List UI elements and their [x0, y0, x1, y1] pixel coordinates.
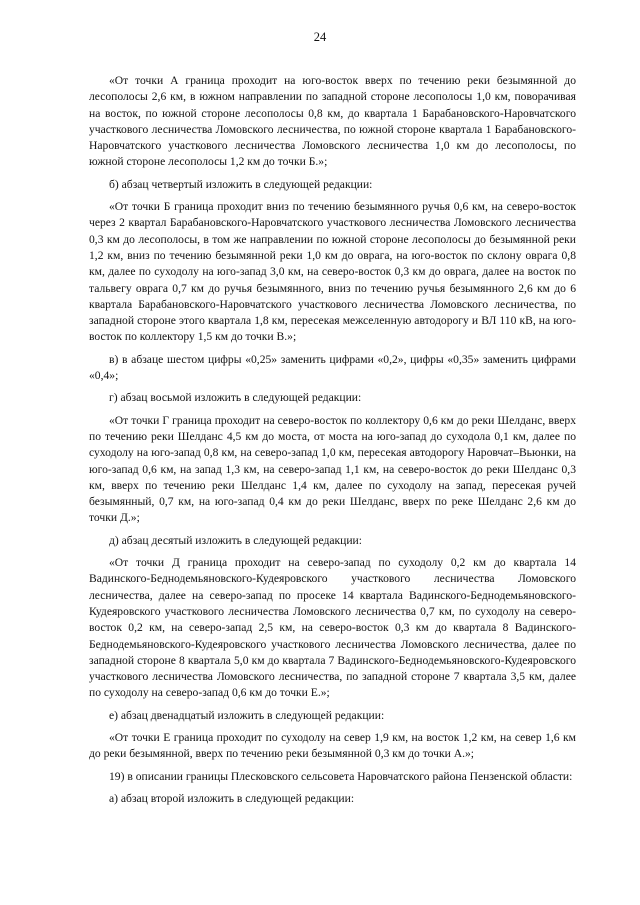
paragraph-quote-point-b: «От точки Б граница проходит вниз по течению безымянного ручья 0,6 км, на северо-восток через 2 квартал Барабановского-Наровчатского участкового лесничества Ломовского лесничества 0,3 км до лесополосы, в том же направлении по южной стороне лесополосы до безымянной реки 1,2 км, вниз по течению безымянной реки 1,0 км до оврага, на юго-восток по склону оврага 0,8 км, далее по суходолу на юго-запад 3,0 км, на северо-восток 0,3 км до оврага, далее на восток по тальвегу оврага 0,7 км до ручья безымянного, вниз по течению ручья безымянного 2,6 км до 6 квартала Барабановского-Наровчатского участкового лесничества Ломовского лесничества, по западной стороне этого квартала 1,8 км, пересекая межселенную автодорогу и ВЛ 110 кВ, на юго-восток по коллектору 1,5 км до точки В.»;	[89, 200, 576, 344]
paragraph-instruction-d: д) абзац десятый изложить в следующей редакции:	[109, 533, 362, 547]
paragraph-instruction-b: б) абзац четвертый изложить в следующей редакции:	[109, 177, 373, 191]
paragraph-instruction-g: г) абзац восьмой изложить в следующей редакции:	[109, 391, 362, 405]
paragraph-item-19: 19) в описании границы Плесковского сельсовета Наровчатского района Пензенской области:	[109, 769, 573, 783]
paragraph-instruction-e: е) абзац двенадцатый изложить в следующей редакции:	[109, 708, 385, 722]
paragraph-quote-point-e: «От точки Е граница проходит по суходолу на север 1,9 км, на восток 1,2 км, на север 1,6 км до реки безымянной, вверх по течению реки безымянной 0,3 км до точки А.»;	[89, 730, 576, 761]
paragraph-instruction-a: а) абзац второй изложить в следующей редакции:	[109, 791, 355, 805]
page-number: 24	[313, 30, 327, 44]
document-body	[89, 73, 576, 813]
paragraph-quote-point-d: «От точки Д граница проходит на северо-запад по суходолу 0,2 км до квартала 14 Вадинского-Беднодемьяновского-Кудеяровского участкового лесничества Ломовского лесничества, далее на северо-запад по просеке 14 квартала Вадинского-Беднодемьяновского-Кудеяровского участкового лесничества Ломовского лесничества 0,7 км, по суходолу на северо-восток 0,2 км, на северо-запад 2,5 км, на северо-восток 0,3 км до квартала 8 Вадинского-Беднодемьяновского-Кудеяровского участкового лесничества Ломовского лесничества, далее по западной стороне 8 квартала 5,0 км до квартала 7 Вадинского-Беднодемьяновского-Кудеяровского участкового лесничества Ломовского лесничества, по западной стороне 7 квартала 3,5 км, далее по суходолу на северо-запад 0,6 км до точки Е.»;	[89, 556, 576, 700]
paragraph-quote-point-g: «От точки Г граница проходит на северо-восток по коллектору 0,6 км до реки Шелданс, вверх по течению реки Шелданс 4,5 км до моста, от моста на юго-запад до суходола 0,1 км, далее по суходолу на юго-запад 0,8 км, на северо-запад 1,0 км, пересекая автодорогу Наровчат–Вьюнки, на юго-запад 0,6 км, на запад 1,3 км, на северо-запад 1,1 км, на северо-восток до реки Шелданс 0,3 км, вверх по течению реки Шелданс 1,4 км, далее по суходолу на запад, пересекая ручей безымянный, 0,7 км, на юго-запад 0,4 км до реки Шелданс, вверх по реке Шелданс 2,6 км до точки Д.»;	[89, 413, 576, 525]
paragraph-quote-point-a: «От точки А граница проходит на юго-восток вверх по течению реки безымянной до лесополосы 2,6 км, в южном направлении по западной стороне лесополосы 1,0 км, поворачивая на восток, по южной стороне лесополосы 0,8 км, до квартала 1 Барабановского-Наровчатского участкового лесничества Ломовского лесничества, по южной стороне квартала 1 Барабановского-Наровчатского участкового лесничества Ломовского лесничества 1,0 км до лесополосы, по южной стороне лесополосы 1,2 км до точки Б.»;	[89, 74, 576, 169]
paragraph-instruction-v: в) в абзаце шестом цифры «0,25» заменить цифрами «0,2», цифры «0,35» заменить цифрами «0,4»;	[89, 352, 576, 383]
